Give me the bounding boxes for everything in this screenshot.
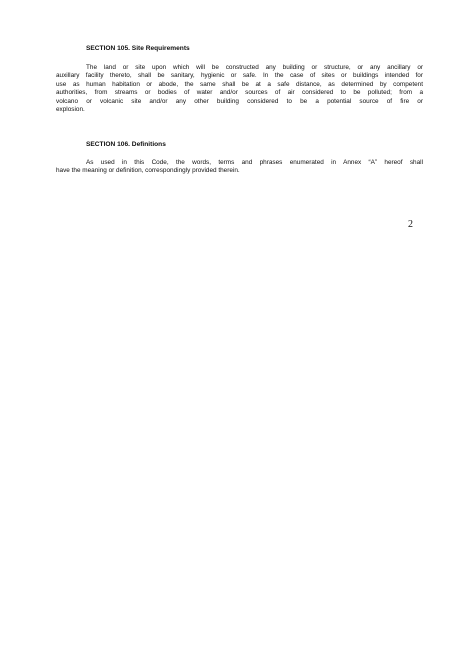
paragraph-line: auxillary facility thereto, shall be sanitary, hygienic or safe. In the case of sites or buildings intended for [56,72,423,80]
paragraph-line: volcano or volcanic site and/or any other building considered to be a potential source of fire or [56,97,423,105]
section-106-paragraph [56,159,423,176]
section-106-heading: SECTION 106. Definitions [86,141,166,148]
section-105-heading: SECTION 105. Site Requirements [86,45,190,52]
paragraph-line: As used in this Code, the words, terms and phrases enumerated in Annex “A” hereof shall [86,159,423,166]
paragraph-line: explosion. [56,106,85,114]
section-105-paragraph [56,64,423,114]
page-number: 2 [408,219,413,230]
paragraph-line: authorities, from streams or bodies of water and/or sources of air considered to be polluted; from a [56,89,423,97]
paragraph-line: use as human habitation or abode, the same shall be at a safe distance, as determined by competent [56,80,423,88]
paragraph-line: The land or site upon which will be constructed any building or structure, or any ancillary or [86,64,423,71]
paragraph-line: have the meaning or definition, correspondingly provided therein. [56,167,240,175]
